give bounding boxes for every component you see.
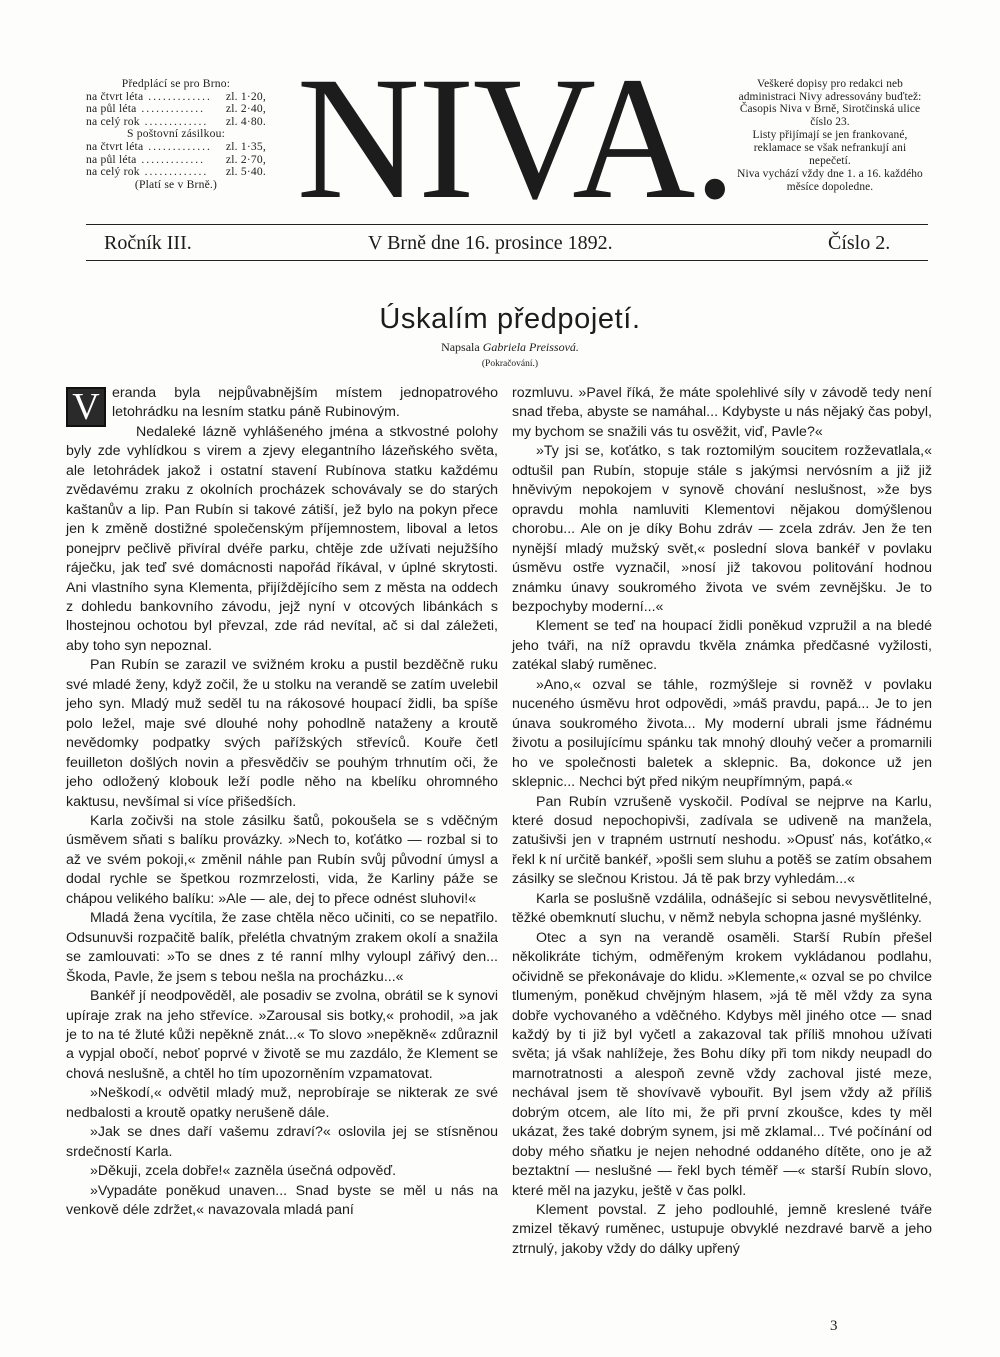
paragraph: Karla zočivši na stole zásilku šatů, pokoušela se s vděčným úsměvem sňati s balíku provázky. »Nech to, koťátko — rozbal si to až ve svém pokoji,« změnil náhle pan Rubín svůj původní úmysl a dodal rychle se špetkou rozmrzelosti, vida, že Karliny páže se chápou velikého balíku: »Ale — ale, dej to přece odnést sluhovi!« — [66, 812, 498, 907]
price-row: na čtvrt léta ............. zl. 1·35, — [86, 139, 266, 153]
paragraph: »Děkuji, zcela dobře!« zazněla úsečná odpověď. — [90, 1163, 397, 1180]
paragraph: Pan Rubín vzrušeně vyskočil. Podíval se nejprve na Karlu, které dosud nepochopivši, zadívala se udiveně na manžela, zatušivši jen v trapném ustrnutí neshodu. »Opusť nás, koťátko,« řekl k ní určitě bankéř, »pošli sem sluhu a potěš se zatím obsahem zásilky se slečnou Kristou. Já tě pak brzy vyhledám...« — [512, 793, 932, 888]
page-number: 3 — [830, 1318, 838, 1334]
drop-cap: V — [66, 387, 106, 427]
price-row: na čtvrt léta ............. zl. 1·20, — [86, 89, 266, 103]
paragraph: rozmluvu. »Pavel říká, že máte spolehlivé síly v závodě tedy není snad třeba, abyste se namáhal... Kdybyste u nás nějaký čas pobyl, my bychom se snažili vás tu osvěžit, viď, Pavle?« — [512, 385, 932, 440]
letters-note: Listy přijímají se jen frankované, reklamace se však nefrankují ani nepečetí. — [752, 129, 908, 167]
issue-number: Číslo 2. — [828, 232, 891, 254]
article-column-right — [512, 384, 932, 1259]
paragraph: V eranda byla nejpůvabnějším místem jednopatrového letohrádku na lesním statku páně Rubinovým. — [66, 384, 498, 423]
brno-heading: Předplácí se pro Brno: — [121, 77, 231, 90]
price-row: na půl léta ............. zl. 2·70, — [86, 152, 266, 166]
article-title: Úskalím předpojetí. — [379, 303, 641, 335]
paragraph: Karla se poslušně vzdálila, odnášejíc si sebou nevysvětlitelné, těžké obemknutí sluchu, v němž nebyla schopna jasné myšlénky. — [512, 890, 932, 927]
byline — [300, 340, 720, 355]
address-note: Veškeré dopisy pro redakci neb administraci Nivy adressovány buďtež: Časopis Niva v Brně, Sirotčinská ulice číslo 23. — [738, 78, 922, 128]
paragraph: Otec a syn na verandě osaměli. Starší Rubín přešel několikráte tichým, odměřeným krokem vykládanou podlahu, očividně se překonávaje do klidu. »Klemente,« ozval se po chvilce tlumeným, poněkud chvějným hlasem, »já tě měl vždy za syna dobře vychovaného a vděčného. Kdybys měl jiného otce — snad každý by ti již byl vyčetl a zakazoval tak příliš mnohou užívati světa; já však nahlížeje, žes Bohu díky při tom nikdy neupadl do marnotratnosti a alespoň zevně vždy zachoval jisté meze, nechával jsem tě shovívavě vybouřit. Byl jsem vždy až příliš dobrým otcem, ale líto mi, že při první zkoušce, kdes ty měl ukázat, žes také dobrým synem, jsi mě zklamal... Tvé počínání od doby mého sňatku je nejen nehodné oddaného dítěte, ono je až beztaktní — neslušné — řekl bych téměř —« starší Rubín slovo, které měl na jazyku, ještě v čas polkl. — [512, 929, 932, 1199]
payment-note: (Platí se v Brně.) — [134, 177, 218, 191]
paragraph: »Neškodí,« odvětil mladý muž, neprobíraje se nikterak ze své nedbalosti a kroutě opatky nerušeně dále. — [66, 1085, 498, 1121]
editorial-info — [732, 78, 928, 194]
price-row: na celý rok ............. zl. 4·80. — [86, 114, 266, 128]
price-row: na půl léta ............. zl. 2·40, — [86, 102, 266, 116]
paragraph: Klement povstal. Z jeho podlouhlé, jemně kreslené tváře zmizel těkavý ruměnec, ustupuje obvyklé nezdravé barvě a jeho ztrnulý, jakoby vždy do dálky upřený — [512, 1202, 932, 1257]
article-column-left — [66, 384, 498, 1220]
mail-heading: S poštovní zásilkou: — [126, 127, 226, 141]
paragraph: »Jak se dnes daří vašemu zdraví?« oslovila jej se stísněnou srdečností Karla. — [66, 1124, 498, 1160]
paragraph: Klement se teď na houpací židli poněkud vzpružil a na bledé jeho tváři, na níž opravdu tkvěla známka předčasné vyžilosti, zatékal slabý ruměnec. — [512, 618, 932, 674]
volume-label: Ročník III. — [104, 232, 192, 254]
paragraph: Bankéř jí neodpověděl, ale posadiv se zvolna, obrátil se k synovi upíraje zrak na jeho střevíce. »Zarousal sis botky,« prohodil, »a jak je to na té žluté kůži nepěkně znát...« To slovo »nepěkně« zdůraznil a vypjal obočí, neboť poprvé v životě se mu zazdálo, že Klement se chová neslušně, a chtěl ho tím upozorněním vzpamatovat. — [66, 988, 498, 1082]
paragraph: Mladá žena vycítila, že zase chtěla něco učiniti, co se nepatřilo. Odsunuvši rozpačitě balík, přelétla chvatným zrakem okolí a snažila se zamlouvati: »To se dnes z té ranní mlhy vyloupl zářivý den... Škoda, Pavle, že jsem s tebou nešla na procházku...« — [66, 910, 498, 985]
paragraph: Nedaleké lázně vyhlášeného jména a stkvostné polohy byly zde vyhlídkou s virem a zjevy elegantního lázeňského světa, ale letohrádek jakož i ostatní stavení Rubínova statku každému zvědavému zraku z okolních procházek schovávaly se do starých kaštanův a lip. Pan Rubín si takové zátiší, jež bylo na pokyn přece jen k změně dostižné společenským příjemnostem, liboval a letos ponejprv pečlivě přivíral dvéře parku, chtěje zde užívati nejužšího ráječku, jak teď své domácnosti napořád říkával, v úplné skrytosti. Ani vlastního syna Klementa, přijíždějícího sem z města na oddech z dohledu bankovního závodu, jejž nyní v otcových libánkách s lhostejnou ochotou byl převzal, zde rád nevítal, ač si dal záležeti, aby toho syn nepoznal. — [66, 423, 498, 654]
paragraph: »Ano,« ozval se táhle, rozmýšleje si rovněž v povlaku nuceného úsměvu hrot odpovědi, »máš pravdu, papá... Je to jen únava soukromého života... My moderní ubrali jsme řádnému životu a posilujícímu spánku tak mnohý dlouhý večer a promarnili ho ve společnosti baletek a sklepnic. Ba, dokonce už jen sklepnic... Nechci být před nikým neupřímným, papá.« — [512, 676, 932, 791]
subscription-prices — [86, 78, 266, 191]
paragraph: »Ty jsi se, koťátko, s tak roztomilým soucitem rozževatlala,« odtušil pan Rubín, stopuje stále s jakýmsi nervósním a již již hněvivým nepokojem v synově chování neslušnost, »že bys opravdu mohla namluviti Klementovi nějakou domýšlenou chorobu... Ale on je díky Bohu zdráv — zcela zdráv. Jen že ten nynější mladý mužský svět,« poslední slova bankéř v povlaku úsměvu ostře vyznačil, »nosí již takovou politování hodnou známku únavy soukromého života ve svém zevnějšku. Je to bezpochyby moderní...« — [512, 443, 932, 615]
bottom-rule — [86, 260, 928, 261]
paragraph: »Vypadáte poněkud unaven... Snad byste se měl u nás na venkově déle zdržet,« navazovala mladá paní — [66, 1182, 498, 1219]
continuation-note: (Pokračování.) — [481, 359, 539, 369]
top-rule — [86, 224, 928, 225]
paragraph: Pan Rubín se zarazil ve svižném kroku a pustil bezděčně ruku své mladé ženy, když zočil, že u stolku na verandě se zatím uvelebil jeho syn. Mladý muž seděl tu na rákosové houpací židli, ba spíše polo ležel, maje své dlouhé nohy pohodlně nataženy a kroutě nevědomky podpatky svých pařížských střevíců. Kouře četl feuilleton došlých novin a přesvědčiv se pouhým trhnutím oči, že jeho odložený klobouk leží podle něho na kbelíku ohromného kaktusu, nevšímal si více přišedších. — [66, 657, 498, 810]
author-name: Gabriela Preissová. — [482, 340, 579, 354]
schedule-note: Niva vychází vždy dne 1. a 16. každého měsíce dopoledne. — [737, 168, 923, 193]
byline-prefix: Napsala — [441, 340, 480, 354]
newspaper-title: NIVA. — [296, 41, 735, 236]
price-row: na celý rok ............. zl. 5·40. — [86, 165, 266, 179]
date-label: V Brně dne 16. prosince 1892. — [368, 232, 613, 254]
